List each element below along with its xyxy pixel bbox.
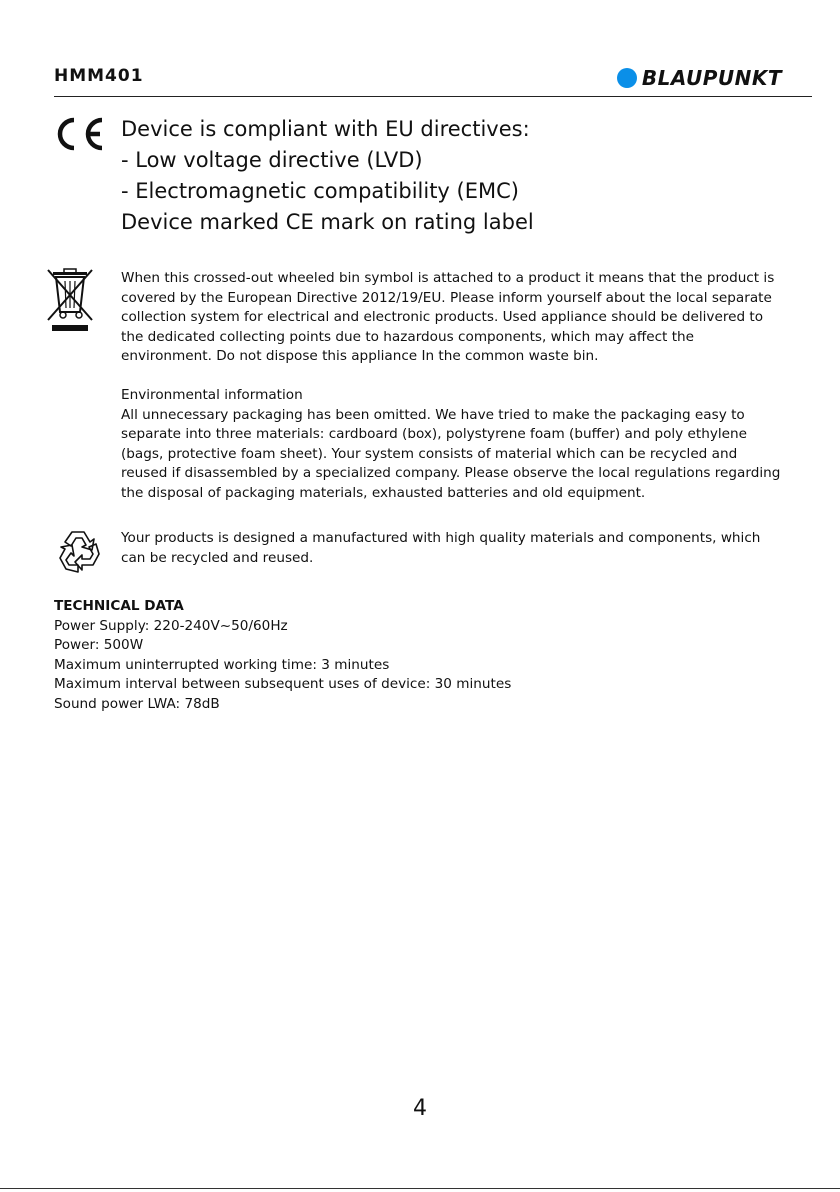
header-divider [54, 96, 812, 97]
brand-logo [617, 66, 782, 90]
spec-line: Power Supply: 220-240V~50/60Hz [54, 617, 288, 634]
weee-paragraph: When this crossed-out wheeled bin symbol is attached to a product it means that the product is covered by the European Directive 2012/19/EU. Please inform yourself about the local separate collection system for electrical and electronic products. Used appliance should be delivered to the dedicated collecting points due to hazardous components, which may affect the environment. Do not dispose this appliance In the common waste bin. [121, 270, 775, 364]
spec-line: Maximum interval between subsequent uses of device: 30 minutes [54, 676, 512, 692]
ce-line: - Low voltage directive (LVD) [121, 148, 423, 172]
ce-line: - Electromagnetic compatibility (EMC) [121, 179, 519, 203]
spec-line: Maximum uninterrupted working time: 3 minutes [54, 656, 390, 673]
page-number: 4 [413, 1096, 427, 1121]
recycle-icon [55, 528, 105, 574]
environment-title: Environmental information [121, 387, 303, 403]
environment-paragraph: All unnecessary packaging has been omitted. We have tried to make the packaging easy to separate into three materials: cardboard (box), polystyrene foam (buffer) and poly ethylene (bags, protective foam sheet). Your system consists of material which can be recycled and reused if disassembled by a specialized company. Please observe the local regulations regarding the disposal of packaging materials, exhausted batteries and old equipment. [121, 406, 781, 501]
environment-section [121, 386, 786, 503]
ce-line: Device marked CE mark on rating label [121, 210, 534, 234]
model-number: HMM401 [54, 66, 144, 86]
technical-data-title: TECHNICAL DATA [54, 598, 184, 614]
ce-line: Device is compliant with EU directives: [121, 117, 530, 141]
spec-line: Sound power LWA: 78dB [54, 695, 220, 712]
ce-compliance-text [121, 114, 534, 238]
recycle-paragraph: Your products is designed a manufactured with high quality materials and components, which can be recycled and reused. [121, 530, 761, 566]
crossed-out-bin-icon [44, 268, 96, 332]
ce-mark-icon [52, 117, 108, 151]
brand-dot-icon [617, 68, 637, 88]
technical-data-section [54, 597, 614, 714]
spec-line: Power: 500W [54, 637, 144, 653]
footer-divider [0, 1188, 840, 1189]
brand-name: BLAUPUNKT [641, 66, 782, 90]
